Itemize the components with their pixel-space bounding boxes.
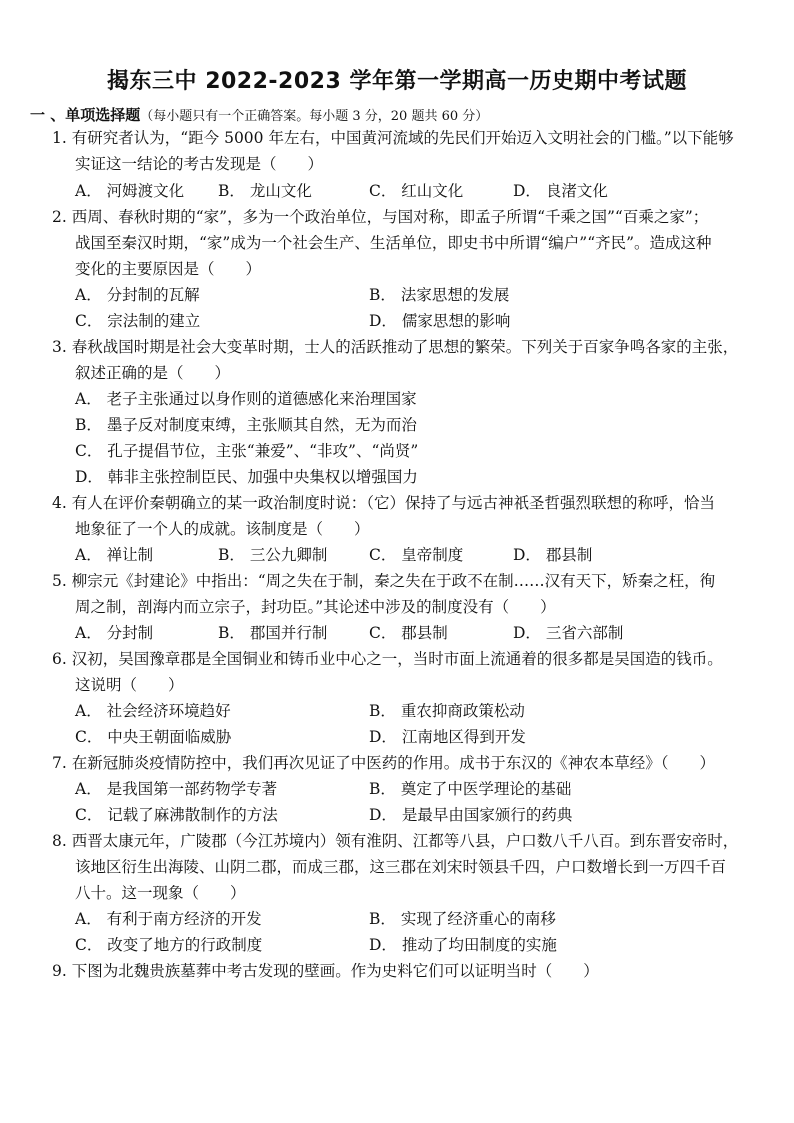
question-number: 4.	[52, 494, 67, 512]
question-4-option-c[interactable]: C． 皇帝制度	[369, 546, 464, 564]
exam-title: 揭东三中 2022-2023 学年第一学期高一历史期中考试题	[107, 69, 687, 94]
question-text: 有研究者认为，“距今 5000 年左右，中国黄河流域的先民们开始迈入文明社会的门槛。”以下能够	[71, 129, 734, 147]
question-3-line-2: 叙述正确的是（ ）	[75, 364, 231, 382]
question-1-line-2: 实证这一结论的考古发现是（ ）	[75, 155, 324, 173]
question-2-option-b[interactable]: B． 法家思想的发展	[369, 286, 510, 304]
question-number: 6.	[52, 650, 67, 668]
question-5-line-1	[52, 571, 715, 591]
question-6-option-a[interactable]: A． 社会经济环境趋好	[75, 702, 231, 720]
question-1-option-a[interactable]: A． 河姆渡文化	[75, 182, 185, 200]
question-number: 1.	[52, 129, 67, 147]
question-3-line-1	[52, 337, 738, 357]
question-3-option-b[interactable]: B． 墨子反对制度束缚，主张顺其自然，无为而治	[75, 416, 417, 434]
question-2-line-3: 变化的主要原因是（ ）	[75, 260, 262, 278]
question-6-line-2: 这说明（ ）	[75, 676, 184, 694]
question-number: 8.	[52, 832, 67, 850]
question-number: 3.	[52, 338, 67, 356]
question-4-option-d[interactable]: D． 郡县制	[513, 546, 593, 564]
question-6-line-1	[52, 649, 723, 669]
question-8-option-d[interactable]: D． 推动了均田制度的实施	[369, 936, 557, 954]
question-2-option-c[interactable]: C． 宗法制的建立	[75, 312, 201, 330]
question-number: 7.	[52, 754, 67, 772]
question-text: 柳宗元《封建论》中指出：“周之失在于制，秦之失在于政不在制……汉有天下，矫秦之枉，徇	[71, 572, 716, 590]
question-1-option-d[interactable]: D． 良渚文化	[513, 182, 608, 200]
question-4-option-b[interactable]: B． 三公九卿制	[218, 546, 328, 564]
question-4-line-1	[52, 493, 715, 513]
question-3-option-d[interactable]: D． 韩非主张控制臣民、加强中央集权以增强国力	[75, 468, 418, 486]
question-text: 春秋战国时期是社会大变革时期，士人的活跃推动了思想的繁荣。下列关于百家争鸣各家的主张，	[71, 338, 739, 356]
question-text: 下图为北魏贵族墓葬中考古发现的壁画。作为史料它们可以证明当时（ ）	[71, 962, 599, 980]
question-6-option-b[interactable]: B． 重农抑商政策松动	[369, 702, 525, 720]
question-5-option-c[interactable]: C． 郡县制	[369, 624, 448, 642]
question-6-option-c[interactable]: C． 中央王朝面临威胁	[75, 728, 232, 746]
question-9-line-1	[52, 961, 599, 981]
question-number: 5.	[52, 572, 67, 590]
question-text: 西晋太康元年，广陵郡（今江苏境内）领有淮阴、江都等八县，户口数八千八百。到东晋安帝时，	[71, 832, 739, 850]
question-text: 在新冠肺炎疫情防控中，我们再次见证了中医药的作用。成书于东汉的《神农本草经》（ ）	[71, 754, 715, 772]
question-4-option-a[interactable]: A． 禅让制	[75, 546, 154, 564]
question-8-option-b[interactable]: B． 实现了经济重心的南移	[369, 910, 556, 928]
question-8-option-a[interactable]: A． 有利于南方经济的开发	[75, 910, 262, 928]
question-8-line-2: 该地区衍生出海陵、山阴二郡，而成三郡，这三郡在刘宋时领县千四，户口数增长到一万四千百	[75, 858, 727, 876]
question-3-option-a[interactable]: A． 老子主张通过以身作则的道德感化来治理国家	[75, 390, 417, 408]
question-3-option-c[interactable]: C． 孔子提倡节位，主张“兼爱”、“非攻”、“尚贤”	[75, 442, 419, 460]
question-2-option-d[interactable]: D． 儒家思想的影响	[369, 312, 511, 330]
question-5-line-2: 周之制，剖海内而立宗子，封功臣。”其论述中涉及的制度没有（ ）	[75, 598, 556, 616]
question-number: 9.	[52, 962, 67, 980]
section-heading	[30, 104, 488, 125]
question-number: 2.	[52, 208, 67, 226]
question-8-line-3: 八十。这一现象（ ）	[75, 884, 246, 902]
question-text: 西周、春秋时期的“家”，多为一个政治单位，与国对称，即孟子所谓“千乘之国”“百乘之家”；	[71, 208, 709, 226]
question-5-option-d[interactable]: D． 三省六部制	[513, 624, 624, 642]
question-4-line-2: 地象征了一个人的成就。该制度是（ ）	[75, 520, 370, 538]
question-text: 有人在评价秦朝确立的某一政治制度时说：（它）保持了与远古神祇圣哲强烈联想的称呼，恰当	[71, 494, 715, 512]
question-7-option-b[interactable]: B． 奠定了中医学理论的基础	[369, 780, 572, 798]
question-1-option-c[interactable]: C． 红山文化	[369, 182, 464, 200]
section-label: 一 、单项选择题	[30, 106, 141, 124]
question-5-option-b[interactable]: B． 郡国并行制	[218, 624, 328, 642]
question-2-option-a[interactable]: A． 分封制的瓦解	[75, 286, 200, 304]
question-1-line-1	[52, 128, 734, 148]
question-7-option-d[interactable]: D． 是最早由国家颁行的药典	[369, 806, 573, 824]
question-7-option-c[interactable]: C． 记载了麻沸散制作的方法	[75, 806, 278, 824]
question-7-line-1	[52, 753, 715, 773]
question-7-option-a[interactable]: A． 是我国第一部药物学专著	[75, 780, 278, 798]
question-5-option-a[interactable]: A． 分封制	[75, 624, 154, 642]
question-6-option-d[interactable]: D． 江南地区得到开发	[369, 728, 526, 746]
question-8-line-1	[52, 831, 738, 851]
question-2-line-2: 战国至秦汉时期，“家”成为一个社会生产、生活单位，即史书中所谓“编户”“齐民”。造成这种	[75, 234, 712, 252]
section-note: （每小题只有一个正确答案。每小题 3 分，20 题共 60 分）	[140, 109, 489, 124]
question-2-line-1	[52, 207, 708, 227]
question-text: 汉初，吴国豫章郡是全国铜业和铸币业中心之一，当时市面上流通着的很多都是吴国造的钱币。	[71, 650, 723, 668]
question-1-option-b[interactable]: B． 龙山文化	[218, 182, 312, 200]
question-8-option-c[interactable]: C． 改变了地方的行政制度	[75, 936, 263, 954]
